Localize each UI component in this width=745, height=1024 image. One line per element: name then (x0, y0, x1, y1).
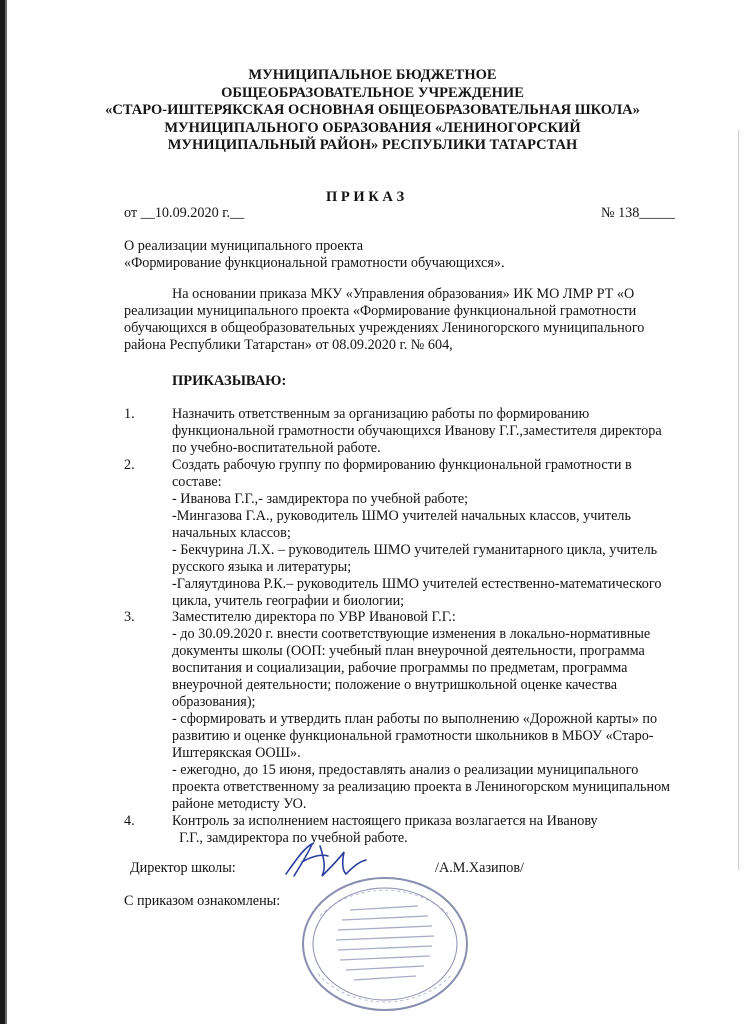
header-line: МУНИЦИПАЛЬНОЕ БЮДЖЕТНОЕ (248, 67, 497, 83)
item-line: - Бекчурина Л.Х. – руководитель ШМО учителей гуманитарного цикла, учитель (172, 542, 658, 558)
item-line: -Галяутдинова Р.К.– руководитель ШМО учителей естественно-математического (172, 576, 662, 592)
item-line: - до 30.09.2020 г. внести соответствующие изменения в локально-нормативные (172, 626, 651, 642)
director-name: /А.М.Хазипов/ (435, 860, 524, 876)
subject-line: О реализации муниципального проекта (124, 238, 364, 254)
item-line: развитию и оценке функциональной грамотности школьников в МБОУ «Старо- (172, 728, 654, 744)
item-line: функциональной грамотности обучающихся Иванову Г.Г.,заместителя директора (172, 423, 662, 439)
director-label: Директор школы: (130, 860, 236, 876)
header-line: «СТАРО-ИШТЕРЯКСКАЯ ОСНОВНАЯ ОБЩЕОБРАЗОВАТЕЛЬНАЯ ШКОЛА» (105, 102, 640, 118)
order-date: от __10.09.2020 г.__ (124, 205, 245, 221)
item-number: 1. (124, 406, 135, 422)
acquainted-label: С приказом ознакомлены: (124, 893, 281, 909)
item-line: начальных классов; (172, 525, 291, 541)
command-word: ПРИКАЗЫВАЮ: (172, 373, 287, 389)
basis-line: реализации муниципального проекта «Формирование функциональной грамотности (124, 303, 637, 319)
official-stamp (290, 866, 480, 1016)
basis-line: обучающихся в общеобразовательных учреждениях Лениногорского муниципального (124, 320, 645, 336)
basis-line: На основании приказа МКУ «Управления образования» ИК МО ЛМР РТ «О (172, 286, 635, 302)
header-line: МУНИЦИПАЛЬНОГО ОБРАЗОВАНИЯ «ЛЕНИНОГОРСКИЙ (164, 119, 581, 136)
item-line: русского языка и литературы; (172, 559, 352, 575)
subject-line: «Формирование функциональной грамотности обучающихся». (124, 255, 505, 271)
item-line: - ежегодно, до 15 июня, предоставлять анализ о реализации муниципального (172, 762, 639, 778)
item-line: - сформировать и утвердить план работы по выполнению «Дорожной карты» по (172, 711, 658, 727)
basis-line: района Республики Татарстан» от 08.09.2020 г. № 604, (124, 337, 453, 353)
item-line: Назначить ответственным за организацию работы по формированию (172, 406, 590, 422)
order-title: П Р И К А З (326, 189, 405, 205)
header-line: ОБЩЕОБРАЗОВАТЕЛЬНОЕ УЧРЕЖДЕНИЕ (221, 84, 524, 101)
item-line: Контроль за исполнением настоящего приказа возлагается на Иванову (172, 813, 598, 829)
item-line: Г.Г., замдиректора по учебной работе. (172, 830, 408, 846)
item-line: составе: (172, 474, 222, 490)
item-line: Заместителю директора по УВР Ивановой Г.Г.: (172, 609, 456, 625)
item-line: образования); (172, 694, 256, 710)
item-number: 4. (124, 813, 135, 829)
order-number: № 138_____ (601, 205, 675, 221)
item-line: внеурочной деятельности; положение о внутришкольной оценке качества (172, 677, 617, 693)
item-line: - Иванова Г.Г.,- замдиректора по учебной работе; (172, 491, 469, 507)
item-number: 3. (124, 609, 135, 625)
item-number: 2. (124, 457, 135, 473)
header-line: МУНИЦИПАЛЬНЫЙ РАЙОН» РЕСПУБЛИКИ ТАТАРСТАН (167, 137, 578, 153)
item-line: Иштерякская ООШ». (172, 745, 301, 761)
institution-header (0, 67, 745, 155)
item-line: цикла, учитель географии и биологии; (172, 593, 405, 609)
item-line: документы школы (ООП: учебный план внеурочной деятельности, программа (172, 643, 645, 659)
item-line: проекта ответственному за реализацию проекта в Лениногорском муниципальном (172, 779, 670, 795)
item-line: по учебно-воспитательной работе. (172, 440, 381, 456)
item-line: Создать рабочую группу по формированию функциональной грамотности в (172, 457, 632, 473)
item-line: районе методисту УО. (172, 796, 307, 812)
item-line: -Мингазова Г.А., руководитель ШМО учителей начальных классов, учитель (172, 508, 631, 524)
item-line: воспитания и социализации, рабочие программы по предметам, программа (172, 660, 628, 676)
